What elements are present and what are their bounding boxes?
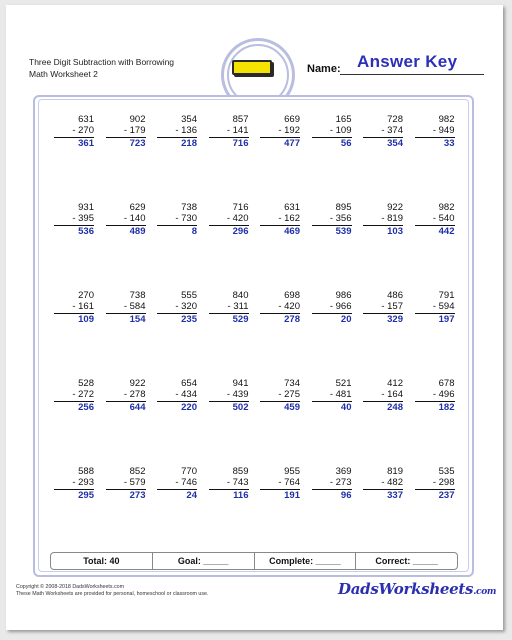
subtrahend: - 949 bbox=[432, 125, 455, 136]
minuend: 895 bbox=[335, 202, 352, 213]
minuend: 716 bbox=[232, 202, 249, 213]
answer: 502 bbox=[232, 402, 249, 413]
minuend: 728 bbox=[387, 114, 403, 125]
subtrahend: - 273 bbox=[329, 477, 352, 488]
correct-cell[interactable]: Correct: _____ bbox=[375, 556, 438, 566]
minuend: 631 bbox=[78, 114, 94, 125]
problem-2-6 bbox=[312, 202, 352, 238]
copyright-line-1: Copyright © 2008-2018 DadsWorksheets.com bbox=[16, 584, 125, 590]
answer: 20 bbox=[340, 314, 352, 325]
score-bar bbox=[50, 552, 458, 570]
subtrahend: - 434 bbox=[175, 389, 197, 400]
answer: 248 bbox=[387, 402, 403, 413]
subtrahend: - 579 bbox=[123, 477, 146, 488]
minuend: 654 bbox=[181, 378, 197, 389]
problem-4-6 bbox=[312, 378, 352, 414]
answer: 103 bbox=[387, 226, 403, 237]
minuend: 982 bbox=[438, 114, 455, 125]
subtrahend: - 395 bbox=[72, 213, 94, 224]
minuend: 982 bbox=[438, 202, 455, 213]
problem-5-7 bbox=[363, 466, 403, 502]
minuend: 902 bbox=[129, 114, 146, 125]
problem-1-7 bbox=[363, 114, 403, 150]
problems-frame-inner bbox=[38, 99, 469, 572]
problem-2-2 bbox=[106, 202, 146, 238]
problem-3-3 bbox=[157, 290, 197, 326]
answer: 96 bbox=[340, 490, 352, 501]
problem-5-3 bbox=[157, 466, 197, 502]
minuend: 588 bbox=[78, 466, 94, 477]
answer: 40 bbox=[340, 402, 352, 413]
problem-1-1 bbox=[54, 114, 94, 150]
goal-cell[interactable]: Goal: _____ bbox=[153, 553, 255, 569]
subtrahend: - 136 bbox=[175, 125, 197, 136]
problem-4-8 bbox=[415, 378, 455, 414]
answer: 278 bbox=[284, 314, 300, 325]
answer-key-label: Answer Key bbox=[357, 52, 458, 71]
answer: 442 bbox=[438, 226, 455, 237]
subtrahend: - 374 bbox=[381, 125, 403, 136]
subtrahend: - 179 bbox=[123, 125, 146, 136]
brand-suffix: .com bbox=[473, 587, 497, 597]
problem-2-5 bbox=[260, 202, 300, 238]
brand-name: DadsWorksheets bbox=[338, 580, 474, 598]
answer: 256 bbox=[78, 402, 94, 413]
subtrahend: - 164 bbox=[381, 389, 403, 400]
problem-1-2 bbox=[106, 114, 146, 150]
minuend: 555 bbox=[181, 290, 197, 301]
answer: 218 bbox=[181, 138, 197, 149]
subtrahend: - 439 bbox=[226, 389, 249, 400]
answer: 237 bbox=[438, 490, 455, 501]
worksheet-title bbox=[29, 56, 174, 80]
problem-1-8 bbox=[415, 114, 455, 150]
minuend: 369 bbox=[335, 466, 352, 477]
problem-5-1 bbox=[54, 466, 94, 502]
minuend: 678 bbox=[438, 378, 455, 389]
minuend: 922 bbox=[129, 378, 146, 389]
answer: 536 bbox=[78, 226, 94, 237]
problem-1-4 bbox=[209, 114, 249, 150]
minuend: 528 bbox=[78, 378, 94, 389]
minuend: 986 bbox=[335, 290, 352, 301]
brand-logo bbox=[338, 580, 496, 598]
subtrahend: - 298 bbox=[432, 477, 455, 488]
subtrahend: - 743 bbox=[226, 477, 249, 488]
subtrahend: - 356 bbox=[329, 213, 352, 224]
minuend: 412 bbox=[387, 378, 403, 389]
complete-cell[interactable]: Complete: _____ bbox=[255, 553, 357, 569]
subtrahend: - 140 bbox=[123, 213, 146, 224]
problem-2-7 bbox=[363, 202, 403, 238]
problem-2-4 bbox=[209, 202, 249, 238]
problem-2-3 bbox=[157, 202, 197, 238]
subtrahend: - 320 bbox=[175, 301, 197, 312]
title-line-1: Three Digit Subtraction with Borrowing bbox=[29, 57, 175, 67]
problem-4-1 bbox=[54, 378, 94, 414]
problem-3-2 bbox=[106, 290, 146, 326]
minuend: 738 bbox=[129, 290, 146, 301]
problem-4-5 bbox=[260, 378, 300, 414]
answer: 716 bbox=[232, 138, 249, 149]
minuend: 738 bbox=[181, 202, 197, 213]
minuend: 791 bbox=[438, 290, 455, 301]
subtrahend: - 275 bbox=[278, 389, 300, 400]
minuend: 631 bbox=[284, 202, 300, 213]
problem-3-1 bbox=[54, 290, 94, 326]
problem-4-2 bbox=[106, 378, 146, 414]
problem-5-8 bbox=[415, 466, 455, 502]
problem-2-1 bbox=[54, 202, 94, 238]
answer: 489 bbox=[129, 226, 146, 237]
answer: 723 bbox=[129, 138, 146, 149]
subtrahend: - 764 bbox=[278, 477, 300, 488]
subtrahend: - 496 bbox=[432, 389, 455, 400]
minuend: 698 bbox=[284, 290, 300, 301]
minuend: 521 bbox=[335, 378, 352, 389]
answer: 182 bbox=[438, 402, 455, 413]
subtrahend: - 192 bbox=[278, 125, 300, 136]
answer: 459 bbox=[284, 402, 300, 413]
minuend: 955 bbox=[284, 466, 300, 477]
answer: 644 bbox=[129, 402, 146, 413]
minuend: 165 bbox=[335, 114, 352, 125]
answer: 295 bbox=[78, 490, 94, 501]
answer: 235 bbox=[181, 314, 197, 325]
problem-5-2 bbox=[106, 466, 146, 502]
subtrahend: - 730 bbox=[175, 213, 197, 224]
problem-1-5 bbox=[260, 114, 300, 150]
name-label: Name: bbox=[307, 63, 341, 75]
answer: 191 bbox=[284, 490, 300, 501]
subtrahend: - 157 bbox=[381, 301, 403, 312]
problem-3-4 bbox=[209, 290, 249, 326]
subtrahend: - 272 bbox=[72, 389, 94, 400]
problem-3-5 bbox=[260, 290, 300, 326]
answer: 529 bbox=[232, 314, 249, 325]
minuend: 819 bbox=[387, 466, 403, 477]
answer: 56 bbox=[340, 138, 352, 149]
copyright-line-2: These Math Worksheets are provided for personal, homeschool or classroom use. bbox=[16, 591, 209, 597]
problem-4-7 bbox=[363, 378, 403, 414]
minuend: 857 bbox=[232, 114, 249, 125]
subtrahend: - 270 bbox=[72, 125, 94, 136]
minuend: 922 bbox=[387, 202, 403, 213]
answer: 273 bbox=[129, 490, 146, 501]
minuend: 734 bbox=[284, 378, 300, 389]
problem-5-5 bbox=[260, 466, 300, 502]
subtrahend: - 278 bbox=[123, 389, 146, 400]
answer: 329 bbox=[387, 314, 403, 325]
minuend: 535 bbox=[438, 466, 455, 477]
minuend: 270 bbox=[78, 290, 94, 301]
minuend: 852 bbox=[129, 466, 146, 477]
problem-3-8 bbox=[415, 290, 455, 326]
problem-4-4 bbox=[209, 378, 249, 414]
subtrahend: - 819 bbox=[381, 213, 403, 224]
problem-1-3 bbox=[157, 114, 197, 150]
subtrahend: - 161 bbox=[72, 301, 94, 312]
subtrahend: - 420 bbox=[278, 301, 300, 312]
problem-3-6 bbox=[312, 290, 352, 326]
subtrahend: - 594 bbox=[432, 301, 455, 312]
subtrahend: - 481 bbox=[329, 389, 352, 400]
answer: 116 bbox=[233, 490, 249, 501]
answer: 154 bbox=[129, 314, 146, 325]
problem-5-6 bbox=[312, 466, 352, 502]
answer: 220 bbox=[181, 402, 197, 413]
minuend: 941 bbox=[232, 378, 249, 389]
answer: 539 bbox=[335, 226, 352, 237]
answer: 197 bbox=[438, 314, 455, 325]
subtrahend: - 311 bbox=[227, 301, 249, 312]
minuend: 859 bbox=[232, 466, 249, 477]
problem-4-3 bbox=[157, 378, 197, 414]
subtrahend: - 482 bbox=[381, 477, 403, 488]
answer: 8 bbox=[191, 226, 197, 237]
subtrahend: - 162 bbox=[278, 213, 300, 224]
total-cell: Total: 40 bbox=[51, 553, 153, 569]
answer: 33 bbox=[443, 138, 455, 149]
subtrahend: - 109 bbox=[329, 125, 352, 136]
gold-bar-icon bbox=[232, 60, 272, 75]
minuend: 486 bbox=[387, 290, 403, 301]
answer: 109 bbox=[78, 314, 94, 325]
subtrahend: - 141 bbox=[226, 125, 249, 136]
answer: 477 bbox=[284, 138, 300, 149]
subtrahend: - 420 bbox=[226, 213, 249, 224]
name-line[interactable] bbox=[340, 74, 484, 75]
problem-1-6 bbox=[312, 114, 352, 150]
minuend: 931 bbox=[78, 202, 94, 213]
subtrahend: - 746 bbox=[175, 477, 197, 488]
copyright-notice bbox=[16, 584, 208, 598]
subtrahend: - 966 bbox=[329, 301, 352, 312]
minuend: 354 bbox=[181, 114, 197, 125]
problem-2-8 bbox=[415, 202, 455, 238]
subtrahend: - 540 bbox=[432, 213, 455, 224]
minuend: 629 bbox=[129, 202, 146, 213]
subtrahend: - 293 bbox=[72, 477, 94, 488]
title-line-2: Math Worksheet 2 bbox=[29, 69, 98, 79]
problem-3-7 bbox=[363, 290, 403, 326]
subtrahend: - 584 bbox=[123, 301, 146, 312]
minuend: 840 bbox=[232, 290, 249, 301]
answer: 24 bbox=[186, 490, 197, 501]
minuend: 770 bbox=[181, 466, 197, 477]
answer: 361 bbox=[78, 138, 94, 149]
answer: 296 bbox=[232, 226, 249, 237]
problem-5-4 bbox=[209, 466, 249, 502]
minuend: 669 bbox=[284, 114, 300, 125]
answer: 354 bbox=[387, 138, 403, 149]
answer: 469 bbox=[284, 226, 300, 237]
answer: 337 bbox=[387, 490, 403, 501]
